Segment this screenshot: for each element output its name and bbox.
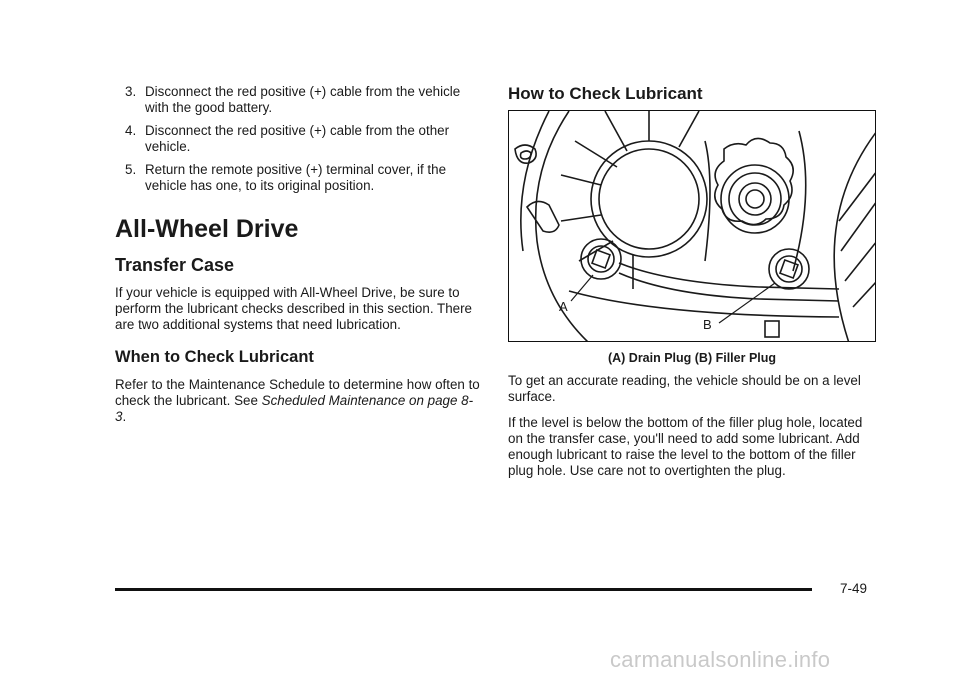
page-number: 7-49 (840, 581, 868, 596)
watermark: carmanualsonline.info (610, 647, 831, 672)
step-item (115, 84, 480, 116)
figure-caption: (A) Drain Plug (B) Filler Plug (607, 351, 777, 365)
step-item (115, 162, 480, 194)
footer-rule (115, 588, 812, 591)
step-number: 3. (125, 84, 137, 99)
label-b: B (703, 317, 712, 332)
when-text: Refer to the Maintenance Schedule to determine how often to check the lubricant. See (115, 377, 480, 408)
scheduled-maintenance-link[interactable]: Scheduled Maintenance on page 8-3 (115, 393, 474, 424)
drain-plug (581, 239, 621, 279)
transfer-case-paragraph: If your vehicle is equipped with All-Wheel Drive, be sure to perform the lubricant checks described in this section. There are two additional systems that need lubrication. (115, 285, 473, 332)
how-heading: How to Check Lubricant (508, 84, 703, 103)
how-paragraph-2: If the level is below the bottom of the filler plug hole, located on the transfer case, you'll need to add some lubricant. Add enough lubricant to raise the level to the bottom of the filler plug hole. Use care not to overtighten the plug. (508, 415, 863, 478)
jump-start-steps (115, 84, 480, 194)
step-number: 5. (125, 162, 137, 177)
step-text: Return the remote positive (+) terminal cover, if the vehicle has one, to its original position. (145, 162, 447, 193)
left-column (115, 84, 480, 435)
how-paragraph-1: To get an accurate reading, the vehicle should be on a level surface. (508, 373, 861, 404)
subsection-title: Transfer Case (115, 255, 235, 275)
when-paragraph (115, 377, 480, 425)
step-item (115, 123, 480, 155)
step-number: 4. (125, 123, 137, 138)
label-a: A (559, 299, 568, 314)
when-text-end: . (122, 409, 127, 424)
transfer-case-illustration (508, 110, 876, 342)
section-title: All-Wheel Drive (115, 215, 299, 243)
when-heading: When to Check Lubricant (115, 348, 314, 366)
step-text: Disconnect the red positive (+) cable from the vehicle with the good battery. (145, 84, 461, 115)
right-column (508, 84, 876, 489)
step-text: Disconnect the red positive (+) cable from the other vehicle. (145, 123, 450, 154)
